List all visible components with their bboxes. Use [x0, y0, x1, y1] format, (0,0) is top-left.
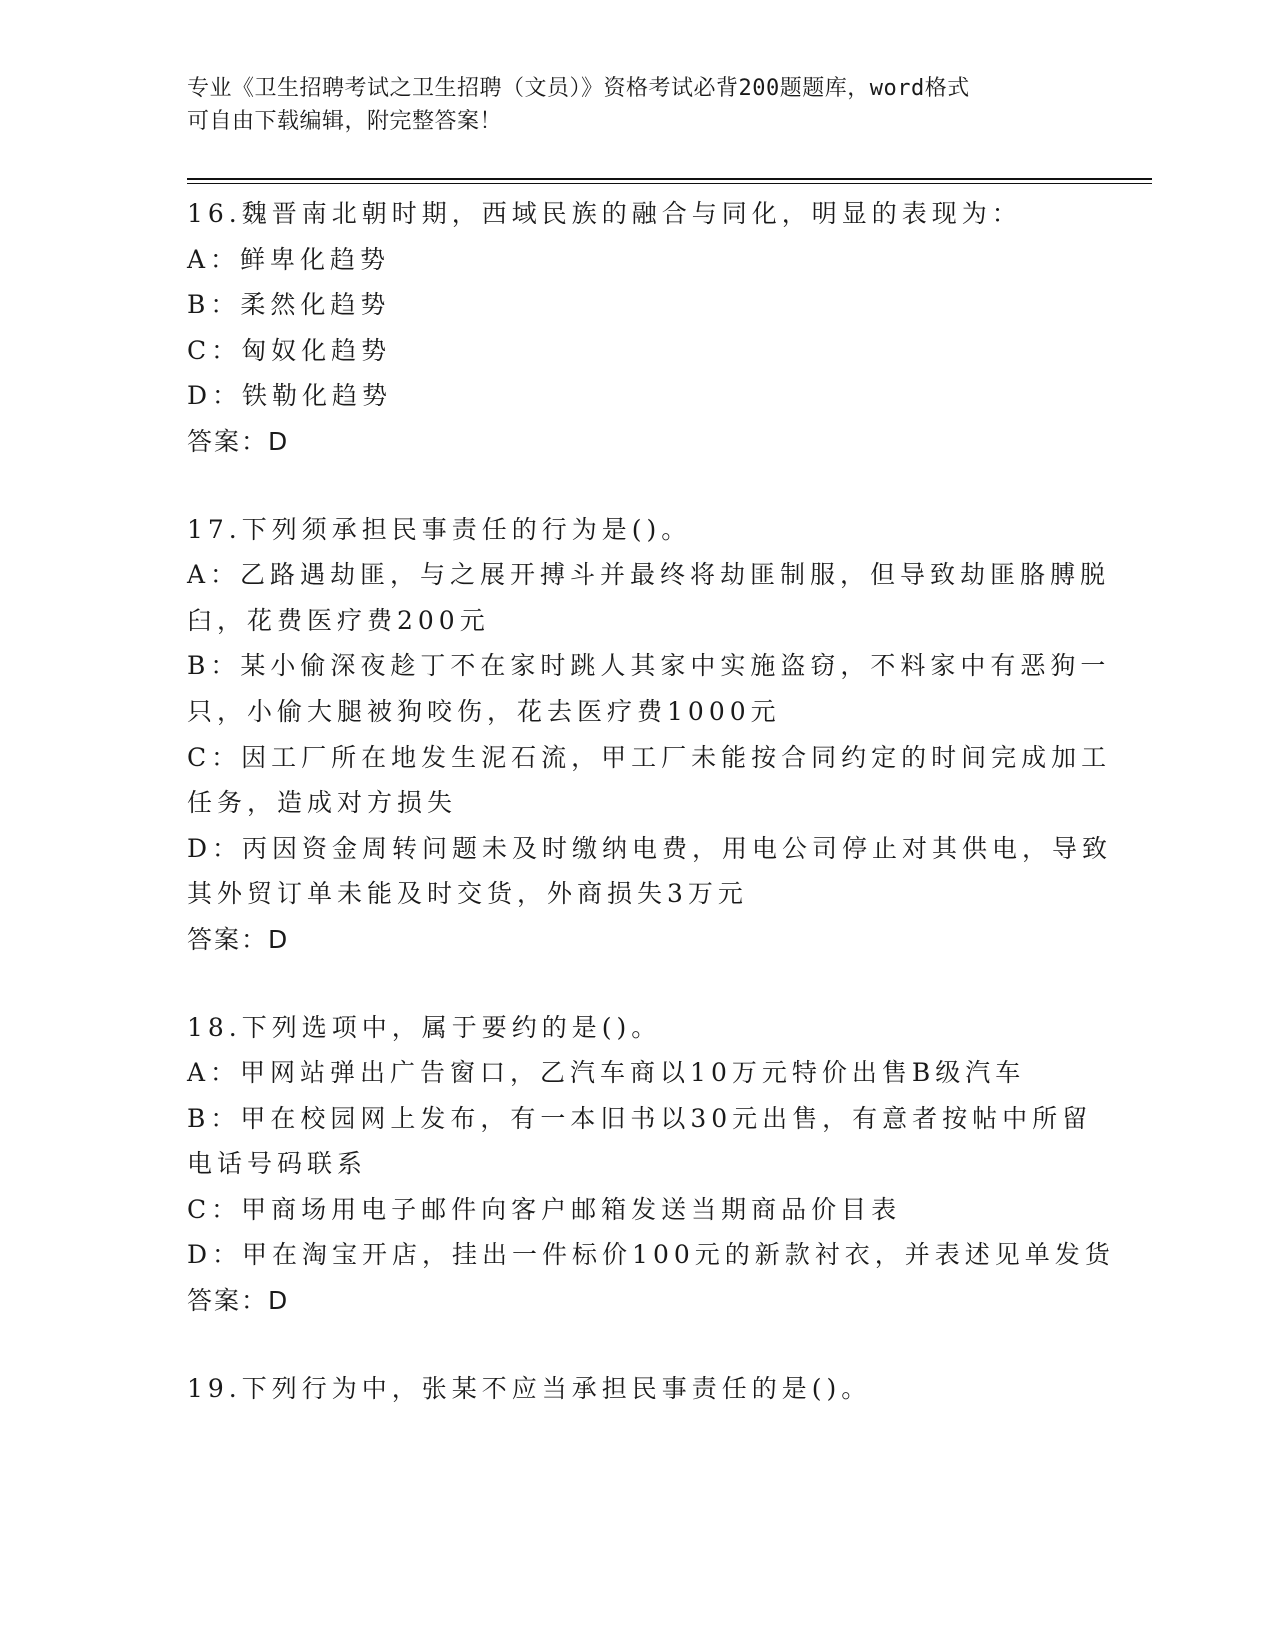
option-b: B：甲在校园网上发布，有一本旧书以30元出售，有意者按帖中所留: [187, 1103, 1093, 1133]
header-line-1: 专业《卫生招聘考试之卫生招聘（文员）》资格考试必背200题题库，word格式: [187, 76, 970, 101]
option-b-continued: 只，小偷大腿被狗咬伤，花去医疗费1000元: [187, 696, 781, 726]
question-17: [187, 507, 1113, 963]
header-divider-thin: [187, 183, 1152, 184]
header-divider-thick: [187, 178, 1152, 180]
option-a-continued: 臼，花费医疗费200元: [187, 605, 490, 635]
option-d: D：丙因资金周转问题未及时缴纳电费，用电公司停止对其供电，导致: [187, 833, 1113, 863]
document-header: [187, 72, 1067, 138]
option-c: C：匈奴化趋势: [187, 335, 392, 365]
question-stem: 18.下列选项中，属于要约的是()。: [187, 1012, 662, 1042]
answer: 答案：D: [187, 426, 290, 456]
answer: 答案：D: [187, 1286, 290, 1316]
header-line-2: 可自由下载编辑，附完整答案！: [187, 109, 503, 134]
option-d: D：铁勒化趋势: [187, 381, 393, 411]
option-c: C：甲商场用电子邮件向客户邮箱发送当期商品价目表: [187, 1194, 902, 1224]
option-d: D：甲在淘宝开店，挂出一件标价100元的新款衬衣，并表述见单发货: [187, 1240, 1115, 1270]
question-spacer: [187, 1324, 1087, 1366]
question-stem: 19.下列行为中，张某不应当承担民事责任的是()。: [187, 1373, 872, 1403]
option-b: B：柔然化趋势: [187, 290, 391, 320]
option-b: B：某小偷深夜趁丁不在家时跳人其家中实施盗窃，不料家中有恶狗一: [187, 651, 1111, 681]
option-a: A：乙路遇劫匪，与之展开搏斗并最终将劫匪制服，但导致劫匪胳膊脱: [187, 560, 1111, 590]
option-b-continued: 电话号码联系: [187, 1149, 368, 1179]
answer: 答案：D: [187, 924, 290, 954]
question-spacer: [187, 963, 1087, 1005]
option-a: A：鲜卑化趋势: [187, 244, 391, 274]
option-c-continued: 任务，造成对方损失: [187, 788, 458, 818]
question-spacer: [187, 465, 1087, 507]
question-16: [187, 191, 1087, 465]
option-a: A：甲网站弹出广告窗口，乙汽车商以10万元特价出售B级汽车: [187, 1058, 1026, 1088]
question-18: [187, 1005, 1115, 1324]
question-19: [187, 1366, 1087, 1412]
option-d-continued: 其外贸订单未能及时交货，外商损失3万元: [187, 879, 748, 909]
question-stem: 16.魏晋南北朝时期，西域民族的融合与同化，明显的表现为：: [187, 199, 1022, 228]
question-list: [187, 191, 1115, 1411]
question-stem: 17.下列须承担民事责任的行为是()。: [187, 514, 692, 544]
option-c: C：因工厂所在地发生泥石流，甲工厂未能按合同约定的时间完成加工: [187, 742, 1112, 772]
